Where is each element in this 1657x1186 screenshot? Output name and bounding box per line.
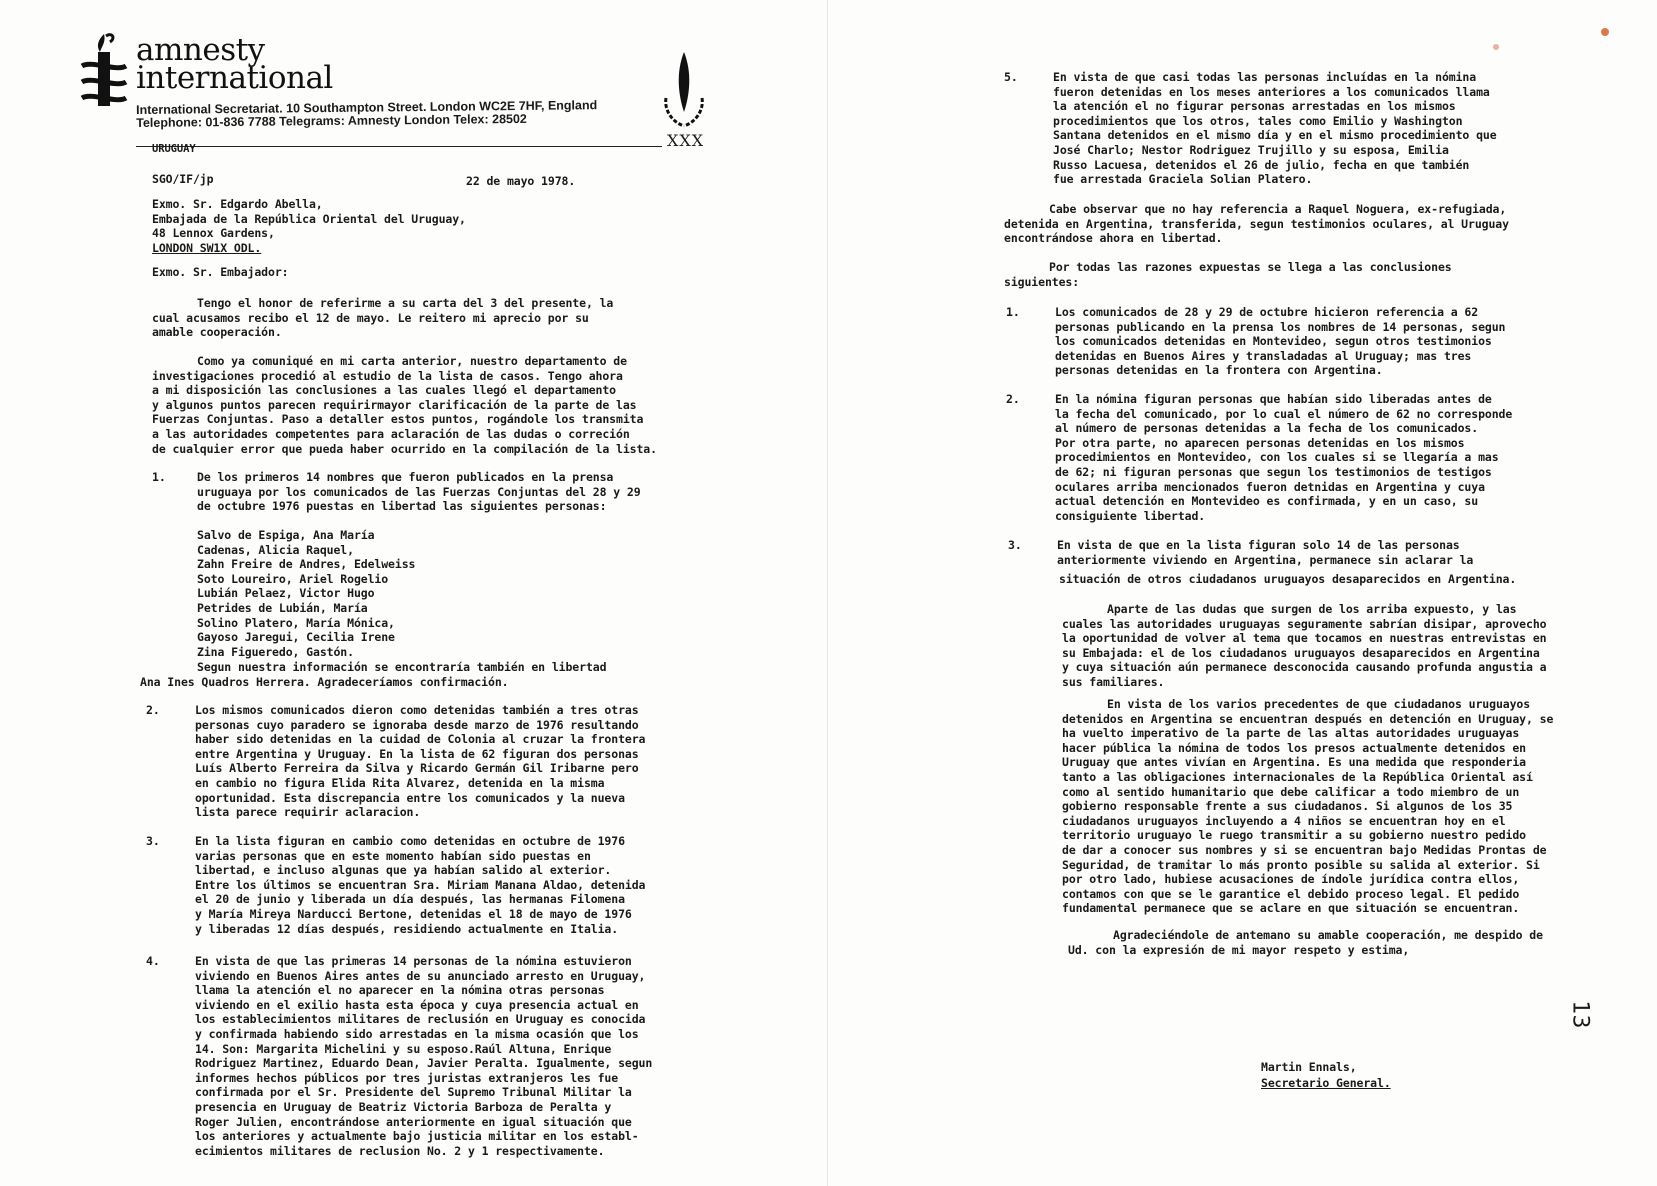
text-line: y María Mireya Narducci Bertone, detenidas el 18 de mayo de 1976 bbox=[195, 906, 632, 921]
item-number: 1. bbox=[152, 470, 166, 484]
text-line: personas detenidas en la frontera con Argentina. bbox=[1055, 363, 1383, 378]
text-line: En la lista figuran en cambio como detenidas en octubre de 1976 bbox=[195, 834, 625, 848]
text-line: Fuerzas Conjuntas. Paso a detaller estos puntos, rogándole los transmita bbox=[152, 412, 644, 427]
text-line: investigaciones procedió al estudio de la lista de casos. Tengo ahora bbox=[152, 368, 623, 383]
text-line: territorio uruguayo le ruego transmitir a su gobierno nuestro pedido bbox=[1062, 828, 1527, 843]
text-line: Santana detenidos en el mismo día y en el mismo procedimiento que bbox=[1053, 128, 1497, 143]
text-line: y liberadas 12 días después, residiendo actualmente en Italia. bbox=[195, 921, 619, 936]
letter-date: 22 de mayo 1978. bbox=[466, 174, 576, 188]
intro-paragraph-1 bbox=[152, 296, 613, 340]
text-line: De los primeros 14 nombres que fueron publicados en la prensa bbox=[197, 470, 614, 484]
paper-mark bbox=[1493, 44, 1499, 50]
text-line: Tengo el honor de referirme a su carta del 3 del presente, la bbox=[197, 296, 614, 310]
farewell-paragraph bbox=[1068, 928, 1543, 957]
text-line: oportunidad. Esta discrepancia entre los comunicados y la nueva bbox=[195, 790, 625, 805]
text-line: Uruguay que antes vivían en Argentina. Es una medida que responderia bbox=[1062, 755, 1527, 770]
text-line: personas publicando en la prensa los nombres de 14 personas, segun bbox=[1055, 319, 1506, 334]
org-name-line1: amnesty bbox=[136, 32, 265, 68]
list-item: Zahn Freire de Andres, Edelweiss bbox=[197, 557, 416, 572]
text-line: los comunicados detenidas en Montevideo, segun otros testimonios bbox=[1055, 334, 1492, 349]
names-note bbox=[140, 660, 606, 689]
text-line: siguientes: bbox=[1004, 274, 1080, 289]
text-line: fundamental permanece que se aclare en que situación se encuentran. bbox=[1062, 901, 1520, 916]
text-line: Luís Alberto Ferreira da Silva y Ricardo Germán Gil Iribarne pero bbox=[195, 761, 639, 776]
conclusion-3-continuation: situación de otros ciudadanos uruguayos desaparecidos en Argentina. bbox=[1059, 572, 1517, 586]
letterhead-address bbox=[136, 99, 597, 130]
signature-name: Martin Ennals, bbox=[1261, 1060, 1357, 1074]
list-item: Lubián Pelaez, Victor Hugo bbox=[197, 586, 375, 601]
text-line: hacer pública la nómina de todos los presos actualmente detenidos en bbox=[1062, 740, 1527, 755]
item-2-text bbox=[195, 703, 645, 820]
text-line: Ud. con la expresión de mi mayor respeto y estima, bbox=[1068, 942, 1410, 957]
item-5-text bbox=[1053, 70, 1497, 187]
reference-code: SGO/IF/jp bbox=[152, 172, 214, 186]
text-line: Agradeciéndole de antemano su amable cooperación, me despido de bbox=[1113, 928, 1543, 942]
text-line: libertad, e incluso algunas que ya habían salido al exterior. bbox=[195, 863, 612, 878]
text-line: procedimientos que los otros, tales como Emilio y Washington bbox=[1053, 113, 1463, 128]
conclusion-3-text bbox=[1057, 538, 1473, 567]
text-line: En vista de que casi todas las personas incluídas en la nómina bbox=[1053, 70, 1477, 84]
text-line: la fecha del comunicado, por lo cual el número de 62 no corresponde bbox=[1055, 406, 1513, 421]
paper-mark bbox=[1601, 28, 1609, 36]
text-line: ha vuelto imperativo de la parte de las altas autoridades uruguayas bbox=[1062, 726, 1520, 741]
text-line: Como ya comuniqué en mi carta anterior, nuestro departamento de bbox=[197, 354, 627, 368]
text-line: sus familiares. bbox=[1062, 674, 1165, 689]
conclusion-1-text bbox=[1055, 305, 1505, 378]
text-line: cual acusamos recibo el 12 de mayo. Le reitero mi aprecio por su bbox=[152, 310, 589, 325]
emblem-text: XXX bbox=[667, 131, 705, 150]
text-line: anteriormente viviendo en Argentina, permanece sin aclarar la bbox=[1057, 552, 1474, 567]
text-line: los establecimientos militares de reclusión en Uruguay es conocida bbox=[195, 1012, 646, 1027]
text-line: fue arrestada Graciela Solian Platero. bbox=[1053, 172, 1313, 187]
org-name bbox=[136, 32, 333, 96]
text-line: actual detención en Montevideo es confirmada, y en un caso, su bbox=[1055, 494, 1479, 509]
candle-wreath-emblem-icon bbox=[660, 48, 708, 134]
text-line: haber sido detenidas en la cuidad de Colonia al cruzar la frontera bbox=[195, 732, 646, 747]
text-line: consiguiente libertad. bbox=[1055, 508, 1206, 523]
text-line: procedimientos en Montevideo, con los cuales si se llegaría a mas bbox=[1055, 450, 1499, 465]
text-line: viviendo en el exilio hasta esta época y cuya presencia actual en bbox=[195, 997, 639, 1012]
item-1-text bbox=[197, 470, 641, 514]
text-line: contamos con que se le garantice el debido proceso legal. El pedido bbox=[1062, 886, 1520, 901]
text-line: Ana Ines Quadros Herrera. Agradeceríamos confirmación. bbox=[140, 674, 509, 689]
text-line: y algunos puntos parecen requirirmayor clarificación de la parte de las bbox=[152, 397, 637, 412]
text-line: viviendo en Buenos Aires antes de su anunciado arresto en Uruguay, bbox=[195, 968, 646, 983]
list-item: Gayoso Jaregui, Cecilia Irene bbox=[197, 630, 395, 645]
recipient-line: LONDON SW1X ODL. bbox=[152, 240, 262, 255]
text-line: tanto a las obligaciones internacionales de la República Oriental así bbox=[1062, 769, 1533, 784]
text-line: En la nómina figuran personas que habían sido liberadas antes de bbox=[1055, 392, 1492, 406]
text-line: como al sentido humanitario que debe calificar a todo miembro de un bbox=[1062, 784, 1520, 799]
text-line: en cambio no figura Elida Rita Alvarez, detenida en la misma bbox=[195, 775, 605, 790]
country-label: URUGUAY bbox=[152, 143, 196, 155]
text-line: los anteriores y actualmente bajo justicia militar en los establ- bbox=[195, 1129, 639, 1144]
released-names-list bbox=[197, 528, 415, 659]
text-line: de cualquier error que pueda haber ocurrido en la compilación de la lista. bbox=[152, 441, 657, 456]
address-line: International Secretariat. 10 Southampton Street. London WC2E 7HF, England bbox=[135, 98, 598, 117]
text-line: entre Argentina y Uruguay. En la lista de 62 figuran dos personas bbox=[195, 746, 639, 761]
conclusion-2-text bbox=[1055, 392, 1512, 523]
text-line: Roger Julien, encontrándose anteriormente en igual situación que bbox=[195, 1114, 632, 1129]
text-line: detenidas en Buenos Aires y transladadas al Uruguay; mas tres bbox=[1055, 348, 1472, 363]
text-line: Los comunicados de 28 y 29 de octubre hicieron referencia a 62 bbox=[1055, 305, 1479, 319]
conclusions-intro bbox=[1004, 260, 1452, 289]
text-line: En vista de los varios precedentes de que ciudadanos uruguayos bbox=[1107, 697, 1531, 711]
text-line: la oportunidad de volver al tema que tocamos en nuestras entrevistas en bbox=[1062, 631, 1547, 646]
text-line: confirmada por el Sr. Presidente del Supremo Tribunal Militar la bbox=[195, 1085, 632, 1100]
item-number: 3. bbox=[146, 834, 160, 848]
recipient-block bbox=[152, 197, 466, 255]
text-line: su Embajada: el de los ciudadanos uruguayos desaparecidos en Argentina bbox=[1062, 645, 1540, 660]
item-3-text bbox=[195, 834, 645, 936]
text-line: Seguridad, de tramitar lo más pronto posible su salida al exterior. Si bbox=[1062, 857, 1540, 872]
text-line: oculares arriba mencionados fueron detnidas en Argentina y cuya bbox=[1055, 479, 1485, 494]
recipient-line: Exmo. Sr. Edgardo Abella, bbox=[152, 197, 323, 211]
text-line: En vista de que las primeras 14 personas de la nómina estuvieron bbox=[195, 954, 632, 968]
text-line: ciudadanos uruguayos incluyendo a 4 niños se encuentran hoy en el bbox=[1062, 813, 1506, 828]
text-line: a las autoridades competentes para aclaración de las dudas o correción bbox=[152, 426, 630, 441]
page-right bbox=[829, 0, 1657, 1186]
item-number: 4. bbox=[146, 954, 160, 968]
text-line: gobierno responsable frente a sus ciudadanos. Si algunos de los 35 bbox=[1062, 799, 1513, 814]
candle-logo-icon bbox=[76, 30, 132, 112]
text-line: fueron detenidas en los meses anteriores a los comunicados llama bbox=[1053, 84, 1490, 99]
observation-paragraph bbox=[1004, 202, 1509, 246]
text-line: ecimientos militares de reclusion No. 2 y 1 respectivamente. bbox=[195, 1143, 605, 1158]
text-line: Por todas las razones expuestas se llega a las conclusiones bbox=[1049, 260, 1452, 274]
text-line: Los mismos comunicados dieron como detenidas también a tres otras bbox=[195, 703, 639, 717]
text-line: el 20 de junio y liberada un día después, las hermanas Filomena bbox=[195, 892, 625, 907]
text-line: Rodriguez Martinez, Eduardo Dean, Javier Peralta. Igualmente, segun bbox=[195, 1056, 653, 1071]
closing-paragraph-2 bbox=[1062, 697, 1553, 916]
page-number: 13 bbox=[1567, 1000, 1593, 1029]
text-line: detenidos en Argentina se encuentran después en detención en Uruguay, se bbox=[1062, 711, 1554, 726]
text-line: lista parece requirir aclaracion. bbox=[195, 805, 421, 820]
intro-paragraph-2 bbox=[152, 354, 657, 456]
text-line: Entre los últimos se encuentran Sra. Miriam Manana Aldao, detenida bbox=[195, 877, 646, 892]
signature-title: Secretario General. bbox=[1261, 1076, 1391, 1090]
recipient-line: 48 Lennox Gardens, bbox=[152, 226, 275, 241]
text-line: En vista de que en la lista figuran solo 14 de las personas bbox=[1057, 538, 1460, 552]
text-line: de octubre 1976 puestas en libertad las siguientes personas: bbox=[197, 499, 607, 514]
list-item: Petrides de Lubián, María bbox=[197, 600, 368, 615]
text-line: amable cooperación. bbox=[152, 325, 282, 340]
text-line: varias personas que en este momento habían sido puestas en bbox=[195, 848, 591, 863]
list-item: Soto Loureiro, Ariel Rogelio bbox=[197, 571, 389, 586]
text-line: uruguaya por los comunicados de las Fuerzas Conjuntas del 28 y 29 bbox=[197, 484, 641, 499]
text-line: cuales las autoridades uruguayas seguramente sabrían disipar, aprovecho bbox=[1062, 616, 1547, 631]
salutation: Exmo. Sr. Embajador: bbox=[152, 265, 289, 279]
text-line: Por otra parte, no aparecen personas detenidas en los mismos bbox=[1055, 435, 1465, 450]
letterhead-rule bbox=[136, 146, 662, 147]
text-line: Cabe observar que no hay referencia a Raquel Noguera, ex-refugiada, bbox=[1049, 202, 1507, 216]
text-line: informes hechos públicos por tres juristas extranjeros les fue bbox=[195, 1070, 619, 1085]
item-number: 2. bbox=[1006, 392, 1020, 406]
item-number: 3. bbox=[1008, 538, 1022, 552]
contact-line: Telephone: 01-836 7788 Telegrams: Amnesty London Telex: 28502 bbox=[136, 111, 527, 130]
text-line: Segun nuestra información se encontraría también en libertad bbox=[197, 660, 607, 674]
org-name-line2: international bbox=[136, 60, 333, 96]
item-number: 2. bbox=[146, 703, 160, 717]
item-4-text bbox=[195, 954, 652, 1158]
text-line: y cuya situación aún permanece desconocida causando profunda angustia a bbox=[1062, 660, 1547, 675]
text-line: presencia en Uruguay de Beatriz Victoria Barboza de Peralta y bbox=[195, 1099, 612, 1114]
text-line: personas cuyo paradero se ignoraba desde marzo de 1976 resultando bbox=[195, 717, 639, 732]
item-number: 5. bbox=[1004, 70, 1018, 84]
text-line: José Charlo; Nestor Rodriguez Trujillo y su esposa, Emilia bbox=[1053, 142, 1449, 157]
text-line: detenida en Argentina, transferida, segun testimonios oculares, al Uruguay bbox=[1004, 216, 1509, 231]
list-item: Cadenas, Alicia Raquel, bbox=[197, 542, 354, 557]
item-number: 1. bbox=[1006, 305, 1020, 319]
list-item: Zina Figueredo, Gastón. bbox=[197, 644, 354, 659]
text-line: encontrándose ahora en libertad. bbox=[1004, 231, 1223, 246]
text-line: al número de personas detenidas a la fecha de los comunicados. bbox=[1055, 421, 1479, 436]
text-line: llama la atención el no aparecer en la nómina otras personas bbox=[195, 983, 605, 998]
list-item: Salvo de Espiga, Ana María bbox=[197, 528, 375, 542]
text-line: a mi disposición las conclusiones a las cuales llegó el departamento bbox=[152, 383, 617, 398]
list-item: Solino Platero, María Mónica, bbox=[197, 615, 395, 630]
text-line: de dar a conocer sus nombres y si se encuentran bajo Medidas Prontas de bbox=[1062, 842, 1547, 857]
recipient-line: Embajada de la República Oriental del Uruguay, bbox=[152, 211, 466, 226]
text-line: Aparte de las dudas que surgen de los arriba expuesto, y las bbox=[1107, 602, 1517, 616]
text-line: la atención el no figurar personas arrestadas en los mismos bbox=[1053, 99, 1456, 114]
text-line: Russo Lacuesa, detenidos el 26 de julio, fecha en que también bbox=[1053, 157, 1470, 172]
text-line: 14. Son: Margarita Michelini y su esposo.Raúl Altuna, Enrique bbox=[195, 1041, 612, 1056]
text-line: de 62; ni figuran personas que segun los testimonios de testigos bbox=[1055, 464, 1492, 479]
text-line: y confirmada habiendo sido arrestadas en la misma ocasión que los bbox=[195, 1026, 639, 1041]
closing-paragraph-1 bbox=[1062, 602, 1546, 690]
text-line: por otro lado, hubiese acusaciones de índole jurídica contra ellos, bbox=[1062, 872, 1520, 887]
page-left bbox=[0, 0, 828, 1186]
